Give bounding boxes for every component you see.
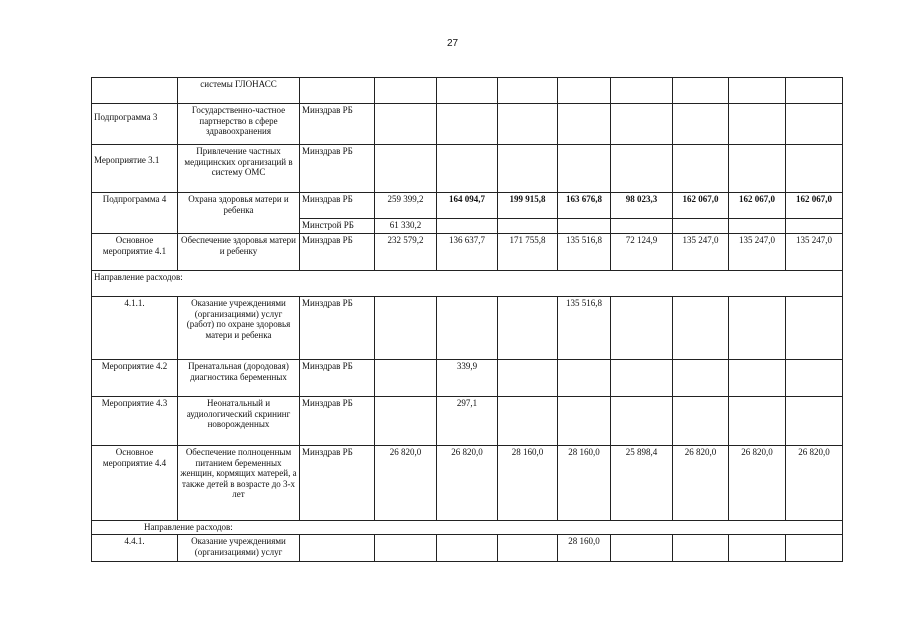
program-name-cell: Основное мероприятие 4.1 xyxy=(92,234,178,271)
value-cell: 61 330,2 xyxy=(375,219,437,234)
value-cell xyxy=(611,397,673,446)
value-cell xyxy=(437,78,498,104)
value-cell xyxy=(498,104,558,145)
executor-cell: Минздрав РБ xyxy=(300,193,375,219)
value-cell xyxy=(375,360,437,397)
value-cell: 26 820,0 xyxy=(673,446,729,521)
value-cell xyxy=(611,78,673,104)
budget-table xyxy=(91,77,843,562)
program-name-cell: Мероприятие 3.1 xyxy=(92,145,178,193)
value-cell xyxy=(611,104,673,145)
page-number: 27 xyxy=(446,38,459,49)
value-cell xyxy=(786,78,843,104)
value-cell xyxy=(786,535,843,562)
table-row xyxy=(92,234,843,271)
table-row xyxy=(92,78,843,104)
value-cell xyxy=(498,535,558,562)
description-cell: Обеспечение здоровья матери и ребенку xyxy=(178,234,300,271)
value-cell: 135 516,8 xyxy=(558,297,611,360)
value-cell xyxy=(729,360,786,397)
value-cell: 164 094,7 xyxy=(437,193,498,219)
description-cell: Охрана здоровья матери и ребенка xyxy=(178,193,300,234)
value-cell xyxy=(437,219,498,234)
value-cell xyxy=(673,360,729,397)
value-cell xyxy=(673,78,729,104)
value-cell xyxy=(437,145,498,193)
program-name-cell: Мероприятие 4.3 xyxy=(92,397,178,446)
value-cell xyxy=(729,297,786,360)
value-cell xyxy=(786,219,843,234)
value-cell xyxy=(437,104,498,145)
value-cell xyxy=(673,297,729,360)
value-cell xyxy=(498,145,558,193)
executor-cell: Минздрав РБ xyxy=(300,234,375,271)
description-cell: Неонатальный и аудиологический скрининг новорожденных xyxy=(178,397,300,446)
value-cell xyxy=(611,219,673,234)
table-row xyxy=(92,397,843,446)
program-name-cell: 4.1.1. xyxy=(92,297,178,360)
value-cell: 135 247,0 xyxy=(729,234,786,271)
description-cell: системы ГЛОНАСС xyxy=(178,78,300,104)
value-cell xyxy=(437,297,498,360)
value-cell: 72 124,9 xyxy=(611,234,673,271)
value-cell xyxy=(729,104,786,145)
expense-direction-label: Направление расходов: xyxy=(92,271,843,297)
value-cell xyxy=(611,360,673,397)
value-cell xyxy=(729,535,786,562)
value-cell xyxy=(611,535,673,562)
program-name-cell: Основное мероприятие 4.4 xyxy=(92,446,178,521)
description-cell: Оказание учреждениями (организациями) услуг xyxy=(178,535,300,562)
value-cell: 135 516,8 xyxy=(558,234,611,271)
executor-cell xyxy=(300,78,375,104)
executor-cell: Минздрав РБ xyxy=(300,446,375,521)
table-row xyxy=(92,535,843,562)
value-cell xyxy=(375,397,437,446)
value-cell xyxy=(558,360,611,397)
value-cell: 135 247,0 xyxy=(786,234,843,271)
value-cell xyxy=(558,104,611,145)
value-cell xyxy=(498,297,558,360)
value-cell: 26 820,0 xyxy=(437,446,498,521)
value-cell: 297,1 xyxy=(437,397,498,446)
expense-direction-label: Направление расходов: xyxy=(92,521,843,535)
value-cell: 26 820,0 xyxy=(375,446,437,521)
value-cell xyxy=(611,145,673,193)
executor-cell: Минздрав РБ xyxy=(300,104,375,145)
value-cell xyxy=(375,104,437,145)
description-cell: Государственно-частное партнерство в сфере здравоохранения xyxy=(178,104,300,145)
table-row xyxy=(92,145,843,193)
table-row xyxy=(92,297,843,360)
program-name-cell: Подпрограмма 3 xyxy=(92,104,178,145)
value-cell xyxy=(437,535,498,562)
value-cell: 259 399,2 xyxy=(375,193,437,219)
description-cell: Оказание учреждениями (организациями) услуг (работ) по охране здоровья матери и ребенка xyxy=(178,297,300,360)
value-cell: 339,9 xyxy=(437,360,498,397)
value-cell: 199 915,8 xyxy=(498,193,558,219)
value-cell xyxy=(786,145,843,193)
value-cell xyxy=(611,297,673,360)
table-row xyxy=(92,193,843,219)
executor-cell: Минздрав РБ xyxy=(300,297,375,360)
description-cell: Обеспечение полноценным питанием беременных женщин, кормящих матерей, а также детей в возрасте до 3-х лет xyxy=(178,446,300,521)
value-cell xyxy=(375,78,437,104)
executor-cell xyxy=(300,535,375,562)
value-cell xyxy=(498,397,558,446)
program-name-cell: Подпрограмма 4 xyxy=(92,193,178,234)
value-cell xyxy=(558,219,611,234)
value-cell: 136 637,7 xyxy=(437,234,498,271)
value-cell: 26 820,0 xyxy=(729,446,786,521)
table-row xyxy=(92,360,843,397)
value-cell xyxy=(673,397,729,446)
value-cell xyxy=(673,104,729,145)
value-cell xyxy=(375,145,437,193)
value-cell xyxy=(786,297,843,360)
table-row xyxy=(92,521,843,535)
value-cell xyxy=(558,78,611,104)
value-cell: 28 160,0 xyxy=(558,446,611,521)
table-row xyxy=(92,271,843,297)
value-cell xyxy=(729,219,786,234)
program-name-cell xyxy=(92,78,178,104)
executor-cell: Минздрав РБ xyxy=(300,145,375,193)
executor-cell: Минздрав РБ xyxy=(300,397,375,446)
value-cell xyxy=(558,145,611,193)
executor-cell: Минстрой РБ xyxy=(300,219,375,234)
description-cell: Пренатальная (дородовая) диагностика беременных xyxy=(178,360,300,397)
value-cell xyxy=(375,297,437,360)
value-cell xyxy=(498,78,558,104)
program-name-cell: Мероприятие 4.2 xyxy=(92,360,178,397)
value-cell xyxy=(673,535,729,562)
program-name-cell: 4.4.1. xyxy=(92,535,178,562)
value-cell: 28 160,0 xyxy=(558,535,611,562)
table-row xyxy=(92,446,843,521)
value-cell: 162 067,0 xyxy=(673,193,729,219)
value-cell xyxy=(498,360,558,397)
value-cell: 171 755,8 xyxy=(498,234,558,271)
value-cell xyxy=(498,219,558,234)
value-cell: 28 160,0 xyxy=(498,446,558,521)
value-cell: 162 067,0 xyxy=(786,193,843,219)
description-cell: Привлечение частных медицинских организаций в систему ОМС xyxy=(178,145,300,193)
value-cell: 135 247,0 xyxy=(673,234,729,271)
value-cell: 25 898,4 xyxy=(611,446,673,521)
value-cell: 163 676,8 xyxy=(558,193,611,219)
value-cell xyxy=(673,219,729,234)
value-cell xyxy=(375,535,437,562)
table-row xyxy=(92,104,843,145)
value-cell xyxy=(786,397,843,446)
value-cell: 162 067,0 xyxy=(729,193,786,219)
value-cell xyxy=(558,397,611,446)
value-cell: 98 023,3 xyxy=(611,193,673,219)
value-cell: 232 579,2 xyxy=(375,234,437,271)
executor-cell: Минздрав РБ xyxy=(300,360,375,397)
value-cell xyxy=(729,78,786,104)
value-cell: 26 820,0 xyxy=(786,446,843,521)
value-cell xyxy=(786,104,843,145)
value-cell xyxy=(673,145,729,193)
value-cell xyxy=(729,145,786,193)
value-cell xyxy=(786,360,843,397)
value-cell xyxy=(729,397,786,446)
